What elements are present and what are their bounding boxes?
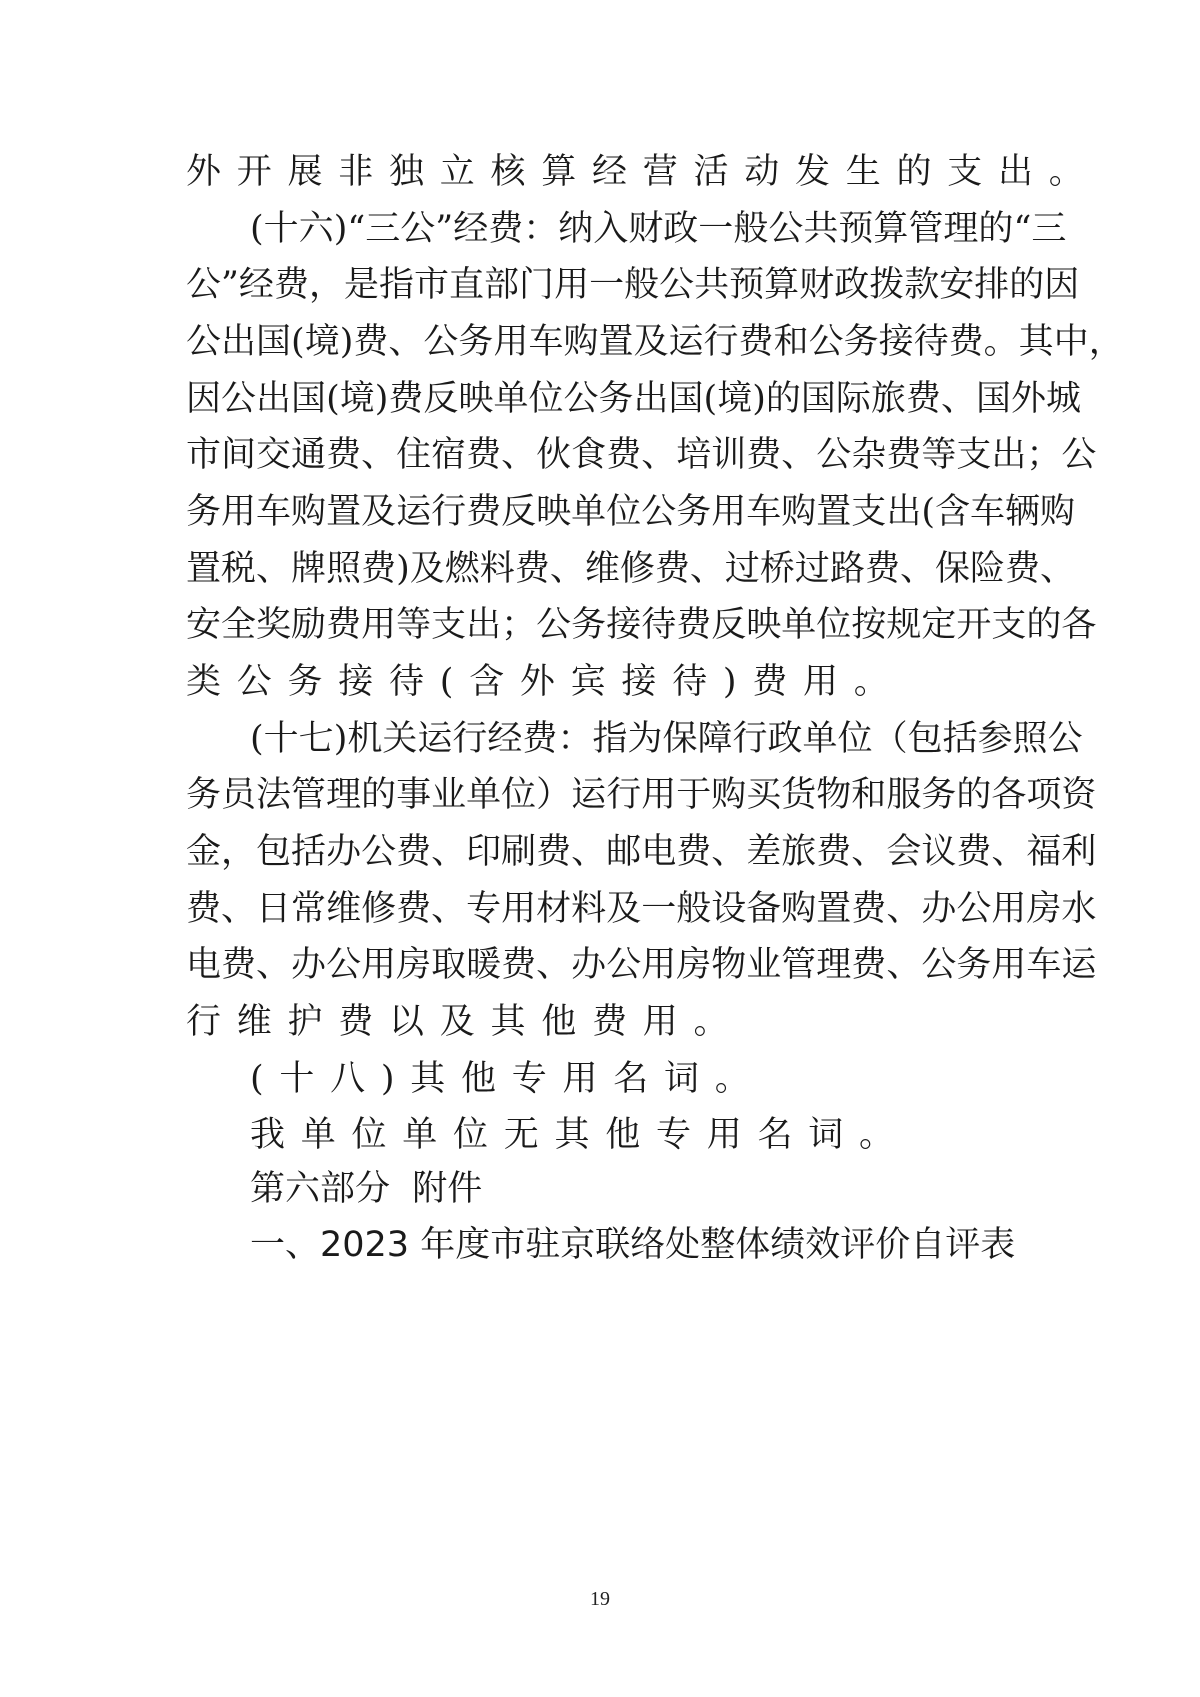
paragraph-line: 公 出 国 ( 境 ) 费 、 公 务 用 车 购 置 及 运 行 费 和 公 务 接 待 费 。 其 中 ， <box>186 322 1124 362</box>
paragraph-line: 务 用 车 购 置 及 运 行 费 反 映 单 位 公 务 用 车 购 置 支 出 ( 含 车 辆 购 <box>186 492 1076 532</box>
paragraph-line: 费 、 日 常 维 修 费 、 专 用 材 料 及 一 般 设 备 购 置 费 、 办 公 用 房 水 <box>186 889 1097 929</box>
section-heading: 第六部分 附件 <box>250 1169 483 1209</box>
paragraph-line: 务 员 法 管 理 的 事 业 单 位 ） 运 行 用 于 购 买 货 物 和 服 务 的 各 项 资 <box>186 775 1097 815</box>
paragraph-line: 金 ， 包 括 办 公 费 、 印 刷 费 、 邮 电 费 、 差 旅 费 、 会 议 费 、 福 利 <box>186 832 1097 872</box>
paragraph-line: 我单位单位无其他专用名词。 <box>250 1115 910 1155</box>
paragraph-line: 市 间 交 通 费 、 住 宿 费 、 伙 食 费 、 培 训 费 、 公 杂 费 等 支 出 ； 公 <box>186 435 1097 475</box>
paragraph-line: ( 十 七 ) 机 关 运 行 经 费 ： 指 为 保 障 行 政 单 位 （ 包 括 参 照 公 <box>250 719 1083 759</box>
paragraph-line: (十八)其他专用名词。 <box>250 1059 766 1099</box>
paragraph-line: ( 十 六 ) “ 三 公 ” 经 费 ： 纳 入 财 政 一 般 公 共 预 算 管 理 的 “ 三 <box>250 209 1067 249</box>
paragraph-line: 外开展非独立核算经营活动发生的支出。 <box>186 152 1100 192</box>
paragraph-line: 电 费 、 办 公 用 房 取 暖 费 、 办 公 用 房 物 业 管 理 费 、 公 务 用 车 运 <box>186 945 1097 985</box>
page-number: 19 <box>590 1588 610 1610</box>
paragraph-line: 置 税 、 牌 照 费 ) 及 燃 料 费 、 维 修 费 、 过 桥 过 路 费 、 保 险 费 、 <box>186 549 1076 589</box>
paragraph-line: 类公务接待(含外宾接待)费用。 <box>186 662 905 702</box>
paragraph-line: 因 公 出 国 ( 境 ) 费 反 映 单 位 公 务 出 国 ( 境 ) 的 国 际 旅 费 、 国 外 城 <box>186 379 1081 419</box>
paragraph-line: 安 全 奖 励 费 用 等 支 出 ； 公 务 接 待 费 反 映 单 位 按 规 定 开 支 的 各 <box>186 605 1097 645</box>
paragraph-line: 公 ” 经 费 ， 是 指 市 直 部 门 用 一 般 公 共 预 算 财 政 拨 款 安 排 的 因 <box>186 265 1080 305</box>
attachment-heading: 一、2023 年度市驻京联络处整体绩效评价自评表 <box>250 1225 1016 1265</box>
paragraph-line: 行维护费以及其他费用。 <box>186 1002 745 1042</box>
